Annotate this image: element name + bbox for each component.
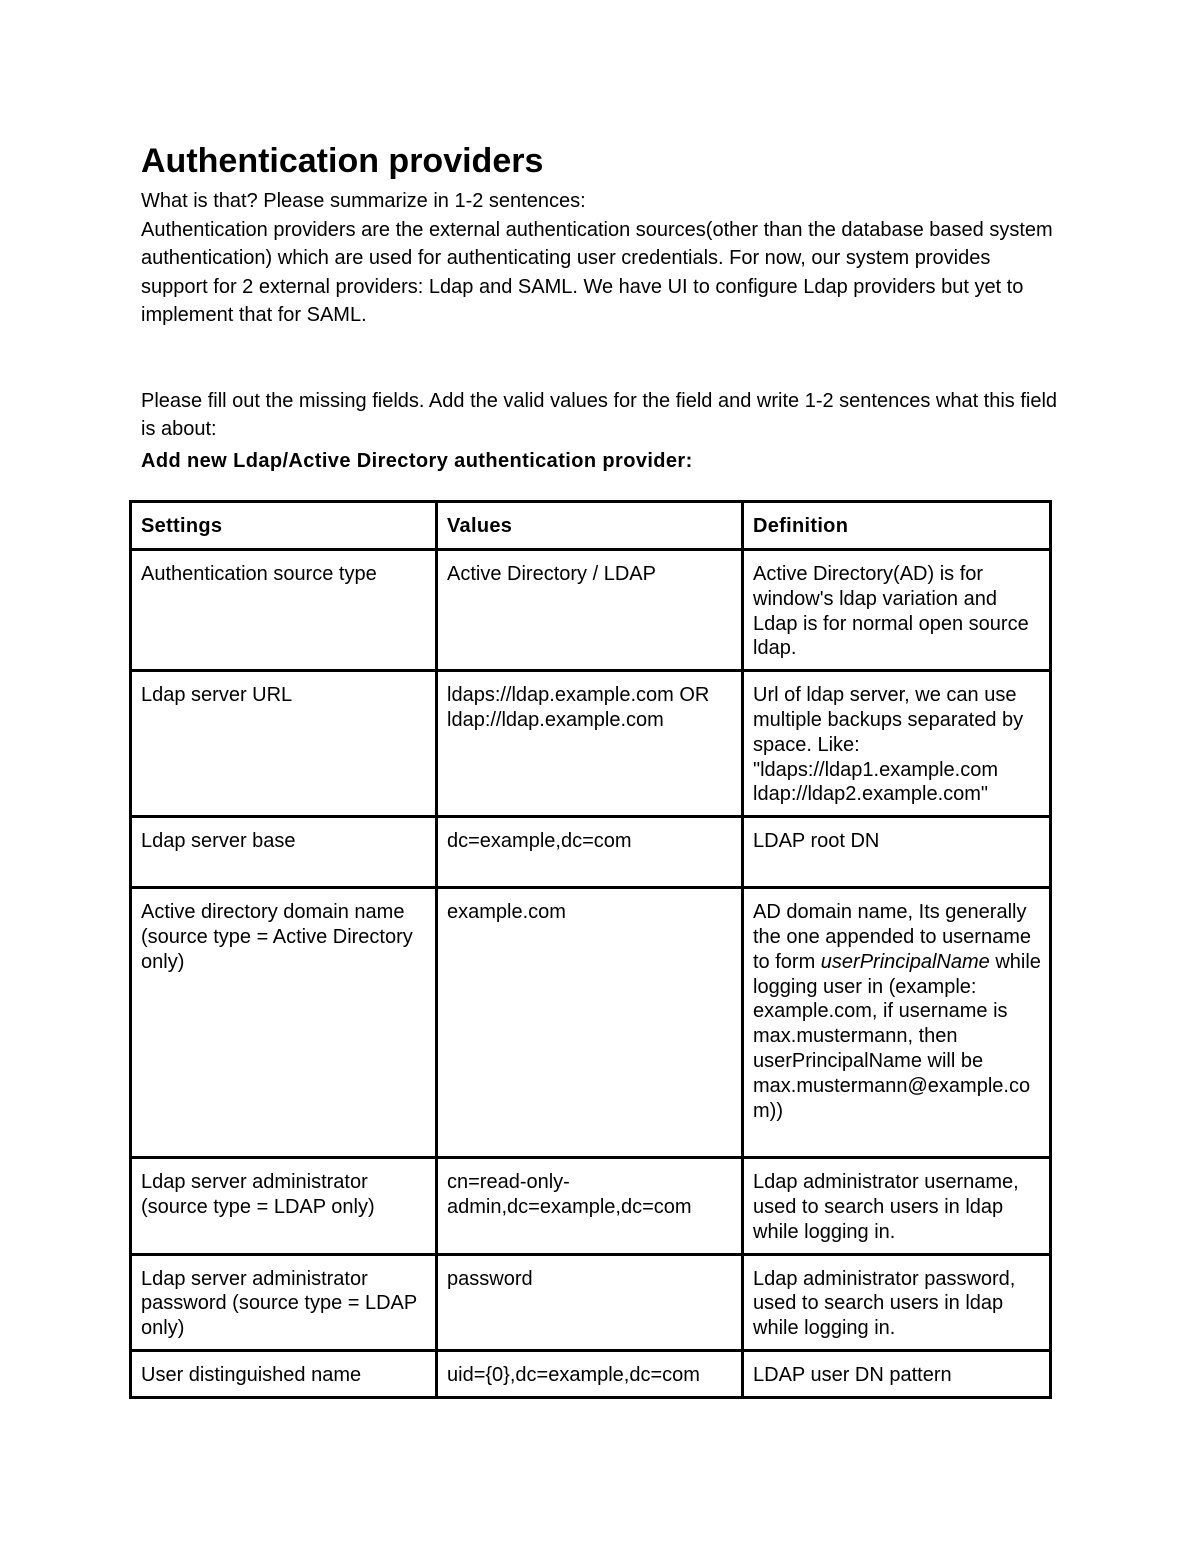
page-title: Authentication providers [141,142,544,180]
definition-text: while logging user in (example: example.com, if username is max.mustermann, then userPrincipalName will be max.mustermann@example.com)) [753,950,1041,1122]
table-row [131,550,1051,671]
definition-cell: Ldap administrator username, used to search users in ldap while logging in. [743,1158,1051,1254]
definition-cell: Ldap administrator password, used to search users in ldap while logging in. [743,1254,1051,1350]
setting-cell: Ldap server URL [131,671,437,817]
setting-cell: Ldap server administrator password (source type = LDAP only) [131,1254,437,1350]
table-row [131,888,1051,1158]
section-heading: Add new Ldap/Active Directory authentication provider: [141,449,693,472]
summary-question: What is that? Please summarize in 1-2 sentences: [141,190,586,212]
definition-cell: Url of ldap server, we can use multiple backups separated by space. Like: "ldaps://ldap1.example.com ldap://ldap2.example.com" [743,671,1051,817]
value-cell: dc=example,dc=com [437,817,743,888]
setting-cell: Ldap server administrator (source type = LDAP only) [131,1158,437,1254]
header-values: Values [437,502,743,550]
definition-cell: LDAP user DN pattern [743,1350,1051,1397]
document-page [141,140,1061,476]
table-row [131,671,1051,817]
setting-cell: Active directory domain name (source type = Active Directory only) [131,888,437,1158]
definition-text: AD domain name, Its generally the one appended to username to form [753,901,1031,973]
definition-cell [743,888,1051,1158]
fill-instruction: Please fill out the missing fields. Add the valid values for the field and write 1-2 sentences what this field is about: [141,389,1058,440]
definition-emphasis: userPrincipalName [820,950,990,973]
settings-table [129,500,1052,1399]
definition-cell: Active Directory(AD) is for window's ldap variation and Ldap is for normal open source ldap. [743,550,1051,671]
summary-answer: Authentication providers are the external authentication sources(other than the database based system authentication) which are used for authenticating user credentials. For now, our system provides support for 2 external providers: Ldap and SAML. We have UI to configure Ldap providers but yet to implement that for SAML. [141,218,1053,326]
value-cell: ldaps://ldap.example.com OR ldap://ldap.example.com [437,671,743,817]
table-row [131,1254,1051,1350]
table-header-row [131,502,1051,550]
table-row [131,1350,1051,1397]
header-definition: Definition [743,502,1051,550]
table-row [131,817,1051,888]
header-settings: Settings [131,502,437,550]
table-row [131,1158,1051,1254]
value-cell: cn=read-only-admin,dc=example,dc=com [437,1158,743,1254]
blank-spacer [141,330,1061,387]
definition-cell: LDAP root DN [743,817,1051,888]
value-cell: password [437,1254,743,1350]
setting-cell: User distinguished name [131,1350,437,1397]
setting-cell: Authentication source type [131,550,437,671]
value-cell: example.com [437,888,743,1158]
value-cell: uid={0},dc=example,dc=com [437,1350,743,1397]
value-cell: Active Directory / LDAP [437,550,743,671]
setting-cell: Ldap server base [131,817,437,888]
